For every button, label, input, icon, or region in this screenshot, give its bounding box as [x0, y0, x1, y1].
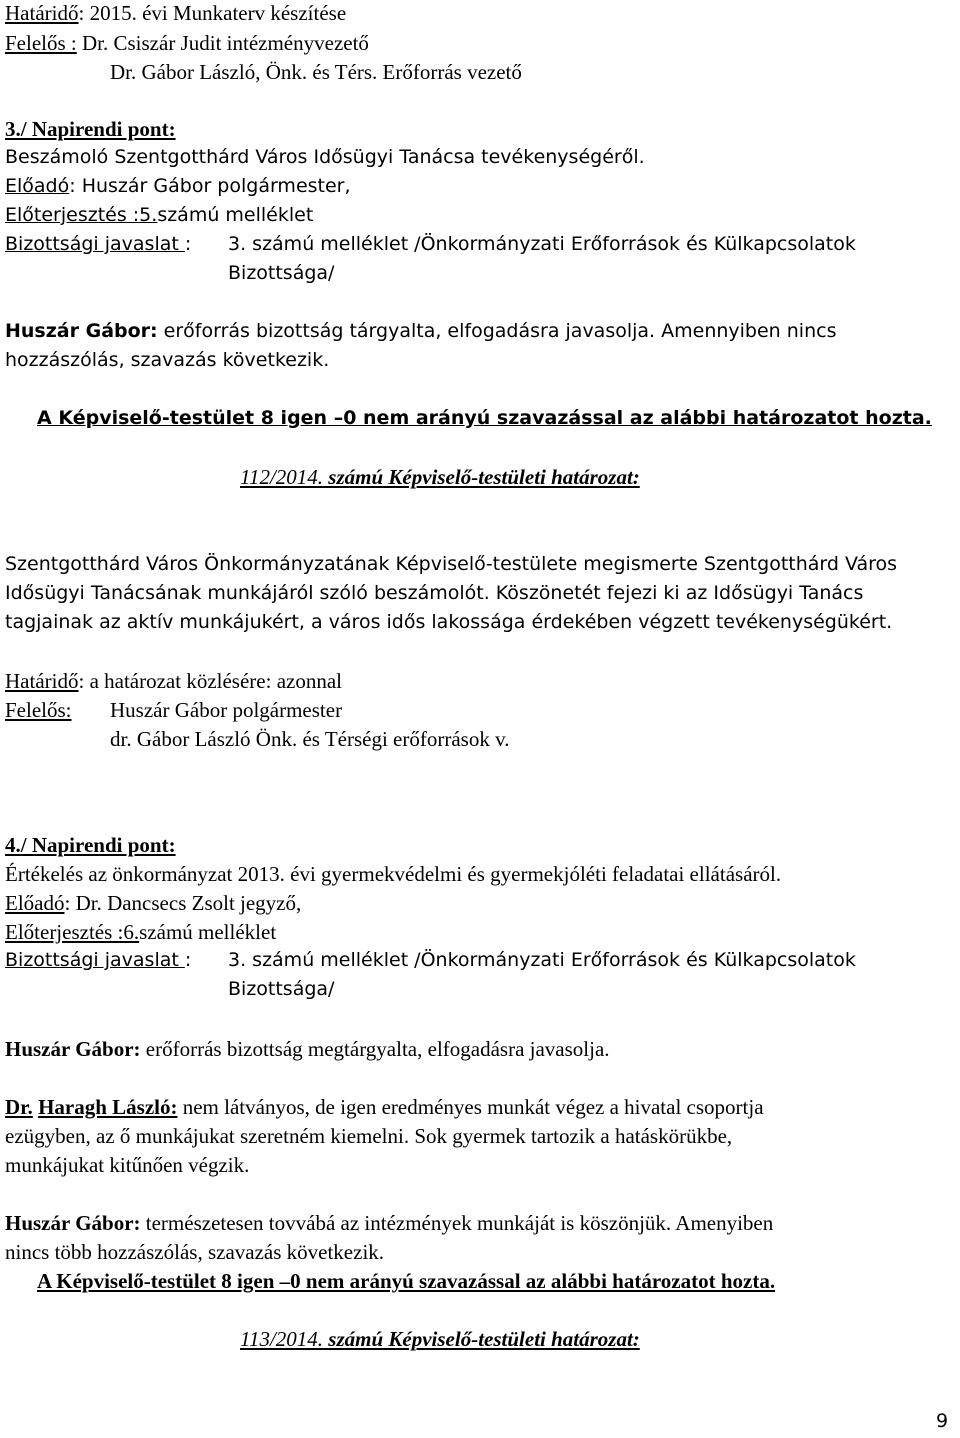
proposal-label: Előterjesztés :5.: [5, 204, 158, 226]
presenter-line-4: [5, 891, 301, 916]
responsible-label: Felelős :: [5, 31, 77, 55]
speaker-text-4b2: ezügyben, az ő munkájukat szeretném kiemelni. Sok gyermek tartozik a hatáskörükbe,: [5, 1124, 733, 1148]
presenter-value: : Dr. Dancsecs Zsolt jegyző,: [64, 891, 302, 915]
proposal-line-4: [5, 920, 276, 945]
speaker-text: természetesen tovvábá az intézmények munkáját is köszönjük. Amenyiben: [140, 1211, 774, 1235]
committee-colon: :: [184, 949, 192, 971]
speaker-name: Huszár Gábor:: [5, 1211, 141, 1235]
proposal-line-3: [5, 204, 313, 226]
speaker-text-4b3: munkájukat kitűnően végzik.: [5, 1153, 250, 1177]
vote-result-3: A Képviselő-testület 8 igen –0 nem arányú szavazással az alábbi határozatot hozta.: [37, 407, 932, 429]
page-number: 9: [936, 1410, 949, 1432]
speaker-line-4c: [5, 1211, 773, 1236]
speaker-line-4b: [5, 1095, 764, 1120]
resolution-number: 112/2014.: [240, 465, 324, 489]
committee-value-3: 3. számú melléklet /Önkormányzati Erőforrások és Külkapcsolatok: [228, 233, 856, 255]
agenda-heading-4: 4./ Napirendi pont:: [5, 833, 176, 857]
speaker-line-3: [5, 320, 836, 342]
resolution-text-line: Idősügyi Tanácsának munkájáról szóló beszámolót. Köszönetét fejezi ki az Idősügyi Tanács: [5, 582, 864, 604]
presenter-value: : Huszár Gábor polgármester,: [69, 175, 351, 197]
committee-line-4: [5, 949, 191, 971]
resolution-text: Szentgotthárd Város Önkormányzatának Képviselő-testülete megismerte Szentgotthárd Város: [5, 553, 898, 575]
committee-colon: :: [184, 233, 192, 255]
responsible-value-3: Huszár Gábor polgármester: [110, 698, 343, 722]
committee-line-3: [5, 233, 191, 255]
agenda-title-3: Beszámoló Szentgotthárd Város Idősügyi Tanácsa tevékenységéről.: [5, 146, 645, 168]
speaker-line-4a: [5, 1037, 610, 1062]
deadline-value: : a határozat közlésére: azonnal: [78, 669, 342, 693]
proposal-value: számú melléklet: [157, 204, 314, 226]
agenda-title-4: Értékelés az önkormányzat 2013. évi gyermekvédelmi és gyermekjóléti feladatai ellátásáról.: [5, 862, 782, 886]
committee-value-3b: Bizottsága/: [228, 262, 335, 284]
committee-value-4: 3. számú melléklet /Önkormányzati Erőforrások és Külkapcsolatok: [228, 949, 856, 971]
speaker-text-4c2: nincs több hozzászólás, szavazás következik.: [5, 1240, 385, 1264]
responsible-label: Felelős:: [5, 698, 72, 722]
deadline-line-3: [5, 669, 342, 694]
deadline-value: : 2015. évi Munkaterv készítése: [78, 1, 347, 25]
committee-label: Bizottsági javaslat: [5, 233, 185, 255]
speaker-text-3b: hozzászólás, szavazás következik.: [5, 349, 330, 371]
deadline-label: Határidő: [5, 1, 79, 25]
speaker-name: Huszár Gábor:: [5, 320, 158, 342]
speaker-text: erőforrás bizottság megtárgyalta, elfogadásra javasolja.: [140, 1037, 610, 1061]
presenter-label: Előadó: [5, 891, 65, 915]
resolution-text-line: tagjainak az aktív munkájukért, a város idős lakossága érdekében végzett tevékenységükért.: [5, 611, 893, 633]
responsible-value-3b: dr. Gábor László Önk. és Térségi erőforrások v.: [110, 727, 510, 751]
speaker-name-title: Dr.: [5, 1095, 33, 1119]
vote-result-4: A Képviselő-testület 8 igen –0 nem arányú szavazással az alábbi határozatot hozta.: [37, 1269, 776, 1293]
deadline-label: Határidő: [5, 669, 79, 693]
resolution-number: 113/2014.: [240, 1327, 324, 1351]
presenter-line-3: [5, 175, 351, 197]
proposal-label: Előterjesztés :6.: [5, 920, 140, 944]
proposal-value: számú melléklet: [139, 920, 277, 944]
committee-value-4b: Bizottsága/: [228, 978, 335, 1000]
agenda-heading-3: 3./ Napirendi pont:: [5, 117, 176, 141]
responsible-value: Dr. Csiszár Judit intézményvezető: [76, 31, 369, 55]
resolution-title-113: [240, 1327, 640, 1352]
deadline-line: [5, 1, 346, 26]
speaker-text: nem látványos, de igen eredményes munkát végez a hivatal csoportja: [177, 1095, 764, 1119]
responsible-value-2: Dr. Gábor László, Önk. és Térs. Erőforrás vezető: [110, 60, 522, 84]
responsible-line-3: [5, 698, 72, 723]
responsible-line: [5, 31, 369, 56]
resolution-title-112: [240, 465, 640, 490]
speaker-name: Haragh László:: [38, 1095, 178, 1119]
resolution-label: számú Képviselő-testületi határozat:: [323, 465, 640, 489]
presenter-label: Előadó: [5, 175, 70, 197]
resolution-text-line: [5, 553, 958, 575]
speaker-name: Huszár Gábor:: [5, 1037, 141, 1061]
speaker-text: erőforrás bizottság tárgyalta, elfogadásra javasolja. Amennyiben nincs: [157, 320, 837, 342]
committee-label: Bizottsági javaslat: [5, 949, 185, 971]
resolution-label: számú Képviselő-testületi határozat:: [323, 1327, 640, 1351]
